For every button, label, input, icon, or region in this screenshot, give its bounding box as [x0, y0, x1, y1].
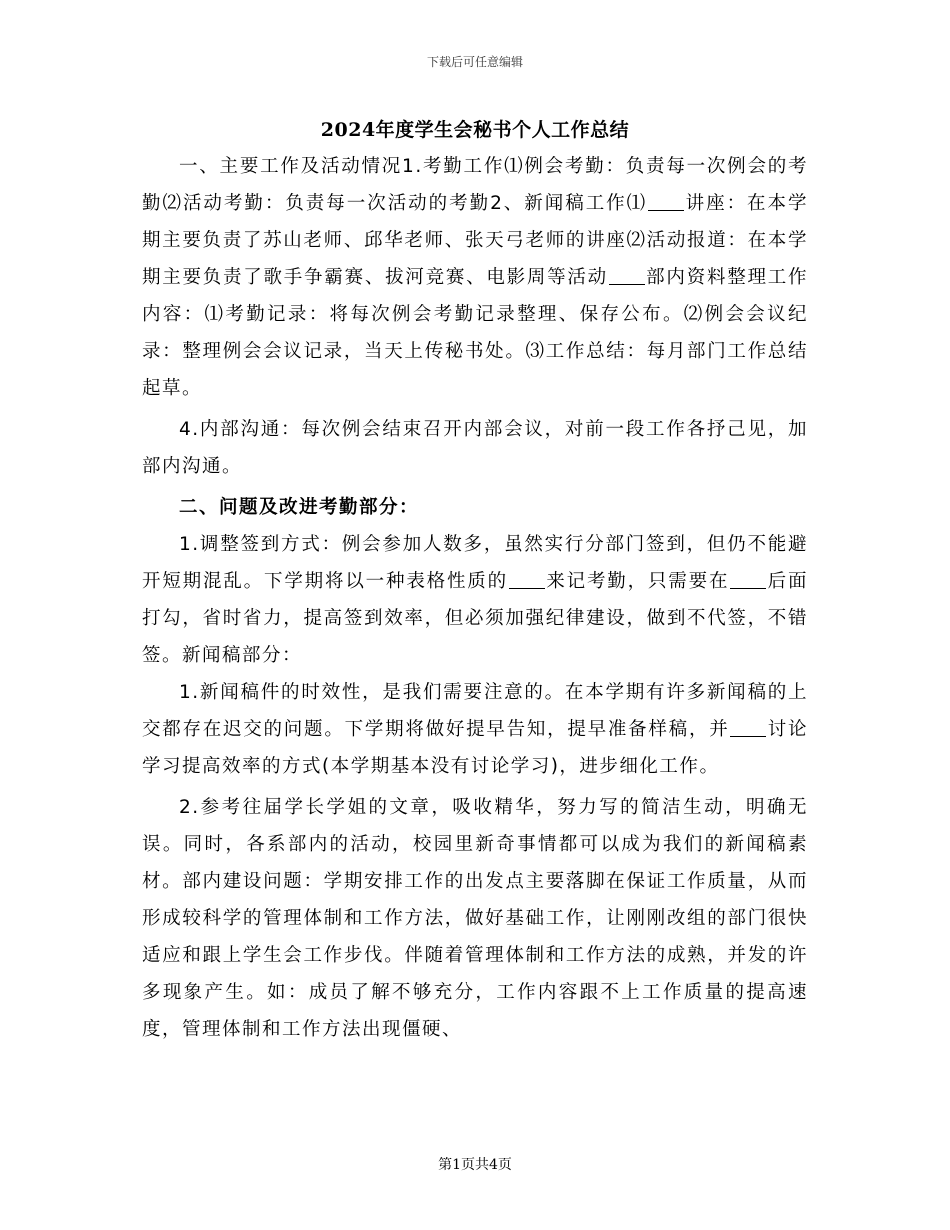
blank-line — [509, 570, 545, 589]
text-segment: 部内资料整理工作内容：⑴考勤记录：将每次例会考勤记录整理、保存公布。⑵例会会议纪录：整理例会会议记录，当天上传秘书处。⑶工作总结：每月部门工作总结起草。 — [142, 267, 808, 399]
blank-line — [730, 718, 766, 737]
paragraph-news-timeliness — [142, 674, 808, 785]
text-segment: 1.新闻稿件的时效性，是我们需要注意的。在本学期有许多新闻稿的上交都存在迟交的问题。下学期将做好提早告知，提早准备样稿，并 — [142, 682, 808, 740]
blank-line — [648, 192, 684, 211]
text-segment: 4.内部沟通：每次例会结束召开内部会议，对前一段工作各抒己见，加部内沟通。 — [142, 419, 808, 477]
text-segment: 来记考勤，只需要在 — [545, 571, 730, 592]
text-segment: 一、主要工作及活动情况1.考勤工作⑴例会考勤：负责每一次例会的考勤⑵活动考勤：负责每一次活动的考勤2、新闻稿工作⑴ — [142, 156, 808, 214]
page-number: 第1页共4页 — [438, 1157, 512, 1173]
paragraph-department-building — [142, 789, 808, 1048]
text-segment: 二、问题及改进考勤部分： — [179, 497, 420, 518]
text-segment: 1.调整签到方式：例会参加人数多，虽然实行分部门签到，但仍不能避开短期混乱。下学期将以一种表格性质的 — [142, 534, 808, 592]
document-title: 2024年度学生会秘书个人工作总结 — [320, 119, 630, 141]
text-segment: 2.参考往届学长学姐的文章，吸收精华，努力写的简洁生动，明确无误。同时，各系部内的活动，校园里新奇事情都可以成为我们的新闻稿素材。部内建设问题：学期安排工作的出发点主要落脚在保证工作质量，从而形成较科学的管理体制和工作方法，做好基础工作，让刚刚改组的部门很快适应和跟上学生会工作步伐。伴随着管理体制和工作方法的成熟，并发的许多现象产生。如：成员了解不够充分，工作内容跟不上工作质量的提高速度，管理体制和工作方法出现僵硬、 — [142, 797, 808, 1040]
blank-line — [609, 266, 645, 285]
text-segment: 讨论学习提高效率的方式(本学期基本没有讨论学习)，进步细化工作。 — [142, 719, 808, 777]
section-heading-problems — [142, 489, 808, 526]
paragraph-attendance — [142, 526, 808, 674]
blank-line — [730, 570, 766, 589]
paragraph-internal-communication — [142, 411, 808, 485]
text-segment: 讲座：在本学期主要负责了苏山老师、邱华老师、张天弓老师的讲座⑵活动报道：在本学期主要负责了歌手争霸赛、拔河竞赛、电影周等活动 — [142, 193, 808, 288]
header-note: 下载后可任意编辑 — [426, 55, 523, 69]
text-segment: 后面打勾，省时省力，提高签到效率，但必须加强纪律建设，做到不代签，不错签。新闻稿部分： — [142, 571, 808, 666]
paragraph-work-summary — [142, 148, 808, 407]
document-body — [142, 148, 808, 1048]
